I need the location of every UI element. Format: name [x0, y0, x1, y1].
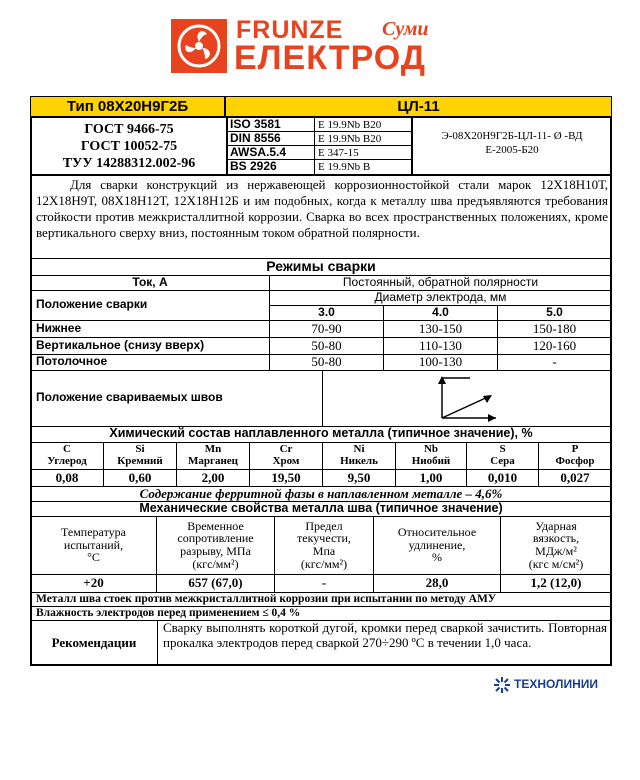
seam-position-label: Положение свариваемых швов [36, 390, 223, 405]
mode-row-value: 70-90 [311, 320, 342, 336]
mech-header [31, 516, 156, 574]
element-value: 2,00 [201, 469, 225, 485]
mode-row-value: 110-130 [419, 337, 462, 353]
element-name: Хром [272, 454, 300, 467]
mech-value: +20 [83, 575, 104, 591]
sunburst-icon [493, 676, 511, 694]
mode-row-value: 50-80 [311, 337, 342, 353]
mode-row-label: Вертикальное (снизу вверх) [36, 337, 205, 352]
mech-header-line: (кгс/мм²) [192, 556, 239, 571]
element-header [323, 442, 395, 469]
mech-header-line: Временное [187, 518, 244, 533]
mech-value: 657 (67,0) [188, 575, 243, 591]
mode-row-value: - [552, 354, 557, 370]
element-value: 0,60 [128, 469, 152, 485]
mech-header-line: Относительное [397, 525, 477, 540]
mech-header [275, 516, 373, 574]
fan-logo-icon [170, 18, 228, 74]
mech-value: 28,0 [425, 575, 449, 591]
mechanical-title: Механические свойства металла шва (типичное значение) [139, 500, 503, 515]
diameter-value: 4.0 [432, 305, 449, 320]
mech-header [157, 516, 274, 574]
mech-header [374, 516, 500, 574]
element-name: Фосфор [555, 454, 595, 467]
mech-header-line: Мпа [312, 544, 336, 558]
humidity-note: Влажность электродов перед применением ≤ 0,4 % [36, 606, 301, 619]
standard-code: E 19.9Nb B20 [318, 132, 382, 145]
footer-logo [493, 674, 613, 694]
element-header [539, 442, 611, 469]
gost-line: ГОСТ 9466-75 [84, 122, 174, 137]
element-header [104, 442, 176, 469]
recommendations-label: Рекомендации [51, 635, 137, 651]
element-header [396, 442, 466, 469]
mech-header-line: удлинение, [408, 537, 466, 552]
element-header [250, 442, 322, 469]
polarity-label: Постоянный, обратной полярности [342, 275, 539, 290]
mode-row-value: 120-160 [532, 337, 577, 353]
standard-name: AWSA.5.4 [230, 145, 287, 160]
footer-logo-text: ТЕХНОЛИНИИ [514, 677, 598, 691]
element-value: 19,50 [271, 469, 301, 485]
mech-header-line: Ударная [535, 518, 577, 533]
standard-name: DIN 8556 [230, 131, 281, 146]
chemistry-title: Химический состав наплавленного металла (типичное значение), % [109, 426, 533, 441]
element-name: Никель [340, 454, 378, 467]
element-name: Марганец [187, 454, 239, 467]
mode-row-value: 100-130 [418, 354, 463, 370]
mech-header-line: сопротивление [177, 531, 254, 546]
element-value: 0,010 [487, 469, 518, 485]
mech-header [501, 516, 611, 574]
element-value: 9,50 [347, 469, 371, 485]
brand-name-bottom: ЕЛЕКТРОД [234, 39, 427, 77]
mech-value: - [321, 575, 327, 591]
element-value: 0,027 [560, 469, 590, 485]
current-label: Ток, А [132, 275, 168, 290]
mech-header-line: разрыву, МПа [180, 544, 251, 558]
element-symbol: Mn [204, 442, 222, 455]
brand-name-top: FRUNZE [236, 16, 344, 44]
mech-value: 1,2 (12,0) [530, 575, 582, 591]
mech-header-line: Температура [61, 525, 126, 540]
element-symbol: Si [135, 442, 145, 455]
mode-row-value: 130-150 [418, 320, 463, 336]
mech-header-line: % [432, 550, 442, 565]
mech-header-line: Предел [305, 518, 343, 533]
diameter-value: 5.0 [546, 305, 563, 320]
mode-row-value: 50-80 [311, 354, 342, 370]
element-name: Сера [490, 454, 515, 467]
element-symbol: Cr [279, 442, 293, 455]
standard-name: BS 2926 [230, 159, 277, 174]
standard-code: E 347-15 [318, 146, 359, 159]
mech-header-line: (кгс/мм²) [300, 556, 348, 571]
mech-header-line: МДж/м² [535, 544, 577, 558]
gost-line: ТУУ 14288312.002-96 [62, 156, 196, 171]
diameter-value: 3.0 [318, 305, 335, 320]
element-symbol: S [499, 442, 506, 455]
gost-block [32, 118, 226, 174]
mech-header-line: (кгс м/см²) [528, 556, 584, 571]
brand-code: ЦЛ-11 [226, 97, 611, 118]
standard-name: ISO 3581 [230, 117, 281, 132]
seam-positions-icon [430, 374, 500, 424]
diameter-label: Диаметр электрода, мм [374, 290, 507, 305]
standard-code: E 19.9Nb B20 [318, 118, 382, 131]
designation [413, 129, 611, 157]
mech-header-line: текучести, [297, 531, 351, 546]
mech-header-line: вязкость, [532, 531, 580, 546]
ferrite-note: Содержание ферритной фазы в наплавленном металле – 4,6% [139, 485, 503, 501]
mode-row-value: 150-180 [532, 320, 577, 336]
element-symbol: C [63, 442, 71, 455]
element-value: 0,08 [55, 469, 79, 485]
mode-row-label: Потолочное [36, 354, 108, 369]
type-label: Тип 08Х20Н9Г2Б [31, 97, 226, 118]
element-value: 1,00 [419, 469, 443, 485]
mode-row-label: Нижнее [36, 320, 82, 335]
mech-header-line: испытаний, [63, 537, 124, 552]
element-symbol: P [571, 442, 579, 455]
element-name: Ниобий [411, 454, 451, 467]
modes-title: Режимы сварки [266, 258, 376, 275]
element-name: Углерод [47, 454, 87, 467]
recommendations-text: Сварку выполнять короткой дугой, кромки перед сваркой зачистить. Повторная прокалка электродов перед сваркой 270÷290 ºС в течении 1,0 часа. [163, 620, 607, 650]
gost-line: ГОСТ 10052-75 [80, 139, 178, 154]
element-header [177, 442, 249, 469]
element-symbol: Nb [423, 442, 439, 455]
designation-line: Э-08Х20Н9Г2Б-ЦЛ-11- Ø -ВД [441, 130, 583, 142]
element-name: Кремний [117, 454, 163, 467]
brand-logo [170, 16, 480, 77]
designation-line: Е-2005-Б20 [485, 144, 539, 156]
element-symbol: Ni [353, 442, 365, 455]
brand-name-script: Суми [382, 18, 429, 40]
corrosion-note: Металл шва стоек против межкристаллитной коррозии при испытании по методу АМУ [36, 592, 497, 605]
element-header [467, 442, 538, 469]
standard-code: E 19.9Nb B [318, 160, 371, 173]
element-header [31, 442, 103, 469]
position-label: Положение сварки [36, 297, 148, 312]
description-text: Для сварки конструкций из нержавеющей коррозионностойкой стали марок 12Х18Н10Т, 12Х18Н9Т, 08Х18Н12Т, 12Х18Н12Б и им подобных, когда к металлу шва предъявляются требования стойкости против межкристаллитной коррозии. Сварка во всех пространственных положениях, кроме вертикального сверху вниз, постоянным током обратной полярности. [36, 177, 608, 240]
mech-header-line: °С [87, 550, 100, 565]
